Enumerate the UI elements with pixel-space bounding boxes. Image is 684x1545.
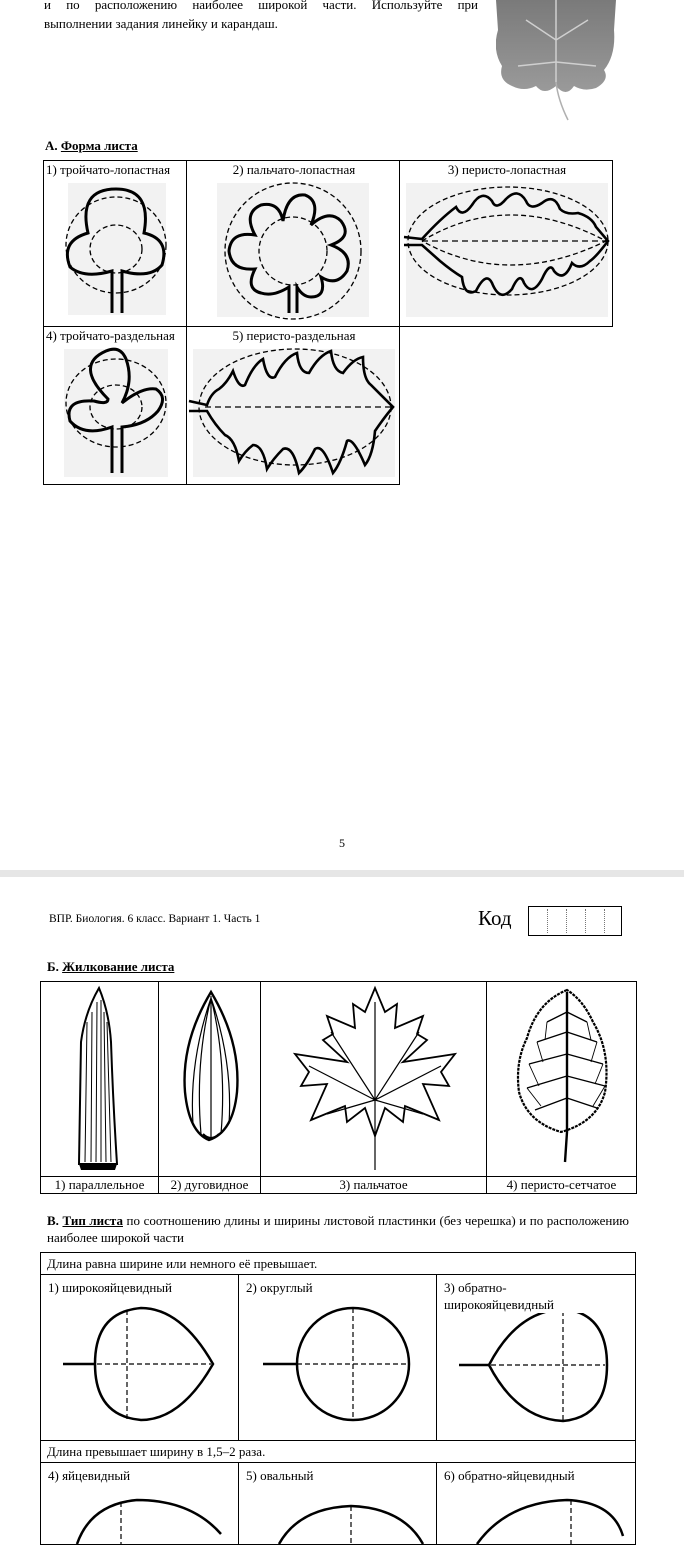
pinnate-parted-leaf-icon [187, 345, 399, 483]
leaf-type-cell [437, 1463, 636, 1545]
kod-cell-divider [566, 909, 567, 933]
round-leaf-icon [239, 1296, 436, 1428]
section-b-heading: Жилкование листа [62, 959, 175, 974]
venation-label: 1) параллельное [41, 1177, 159, 1194]
shape-cell [187, 327, 400, 485]
venation-image-cell [261, 982, 487, 1177]
page-header: ВПР. Биология. 6 класс. Вариант 1. Часть 1 [49, 913, 261, 925]
venation-image-cell [41, 982, 159, 1177]
shape-cell [400, 161, 613, 327]
shape-cell [44, 327, 187, 485]
leaf-type-table [40, 1252, 636, 1545]
leaf-type-label: 3) обратно- широкояйцевидный [444, 1280, 554, 1312]
palmate-lobed-leaf-icon [187, 179, 399, 325]
section-a-title [45, 138, 138, 154]
shape-label: 4) тройчато-раздельная [46, 328, 175, 343]
broad-ovate-leaf-icon [41, 1296, 238, 1428]
intro-text [44, 0, 478, 33]
broad-obovate-leaf-icon [437, 1313, 635, 1429]
trilobate-leaf-icon [44, 179, 186, 325]
shape-label: 2) пальчато-лопастная [232, 162, 356, 177]
pinnate-lobed-leaf-icon [400, 179, 612, 325]
section-v-heading: Тип листа [62, 1213, 123, 1228]
ratio-text-1: Длина равна ширине или немного её превышает. [47, 1256, 318, 1271]
ratio-text-2: Длина превышает ширину в 1,5–2 раза. [47, 1444, 266, 1459]
leaf-shape-table [43, 160, 613, 485]
kod-cell-divider [604, 909, 605, 933]
kod-cell-divider [585, 909, 586, 933]
leaf-type-cell [41, 1275, 239, 1441]
page-divider [0, 870, 684, 877]
oval-leaf-icon [239, 1484, 436, 1544]
shape-cell [44, 161, 187, 327]
triparted-leaf-icon [44, 345, 186, 483]
section-v-title [47, 1212, 629, 1246]
leaf-type-label: 6) обратно-яйцевидный [444, 1468, 575, 1483]
venation-label: 4) перисто-сетчатое [487, 1177, 637, 1194]
section-a-letter: А. [45, 138, 58, 153]
intro-line-1: и по расположению наиболее широкой части. Используйте при [44, 0, 478, 12]
venation-label: 2) дуговидное [159, 1177, 261, 1194]
palmate-venation-icon [261, 982, 486, 1176]
page-number: 5 [339, 836, 345, 850]
fig-leaf-photo [496, 0, 616, 122]
section-v-letter: В. [47, 1213, 59, 1228]
leaf-type-cell [239, 1275, 437, 1441]
shape-cell [187, 161, 400, 327]
kod-label: Код [478, 906, 512, 930]
shape-label: 3) перисто-лопастная [447, 162, 567, 177]
venation-table [40, 981, 637, 1194]
leaf-type-cell [239, 1463, 437, 1545]
section-a-heading: Форма листа [60, 138, 138, 153]
leaf-type-label: 1) широкояйцевидный [48, 1280, 172, 1295]
section-v-description: по соотношению длины и ширины листовой пластинки (без черешка) и по расположению наиболее широкой части [47, 1213, 629, 1245]
leaf-type-cell [437, 1275, 636, 1441]
ratio-row-1 [41, 1253, 636, 1275]
venation-image-cell [159, 982, 261, 1177]
parallel-venation-icon [41, 982, 158, 1176]
venation-label: 3) пальчатое [261, 1177, 487, 1194]
intro-line-2: выполнении задания линейку и карандаш. [44, 16, 278, 31]
leaf-type-cell [41, 1463, 239, 1545]
leaf-type-label: 4) яйцевидный [48, 1468, 131, 1483]
venation-image-cell [487, 982, 637, 1177]
shape-label: 5) перисто-раздельная [232, 328, 356, 343]
pinnate-netted-venation-icon [487, 982, 636, 1176]
leaf-type-label: 2) округлый [246, 1280, 313, 1295]
section-b-letter: Б. [47, 959, 59, 974]
shape-label: 1) тройчато-лопастная [46, 162, 171, 177]
section-b-title [47, 959, 174, 975]
obovate-leaf-icon [437, 1484, 635, 1544]
leaf-type-label: 5) овальный [246, 1468, 314, 1483]
ovate-leaf-icon [41, 1484, 238, 1544]
arcuate-venation-icon [159, 982, 260, 1176]
ratio-row-2 [41, 1441, 636, 1463]
kod-input[interactable] [528, 906, 622, 936]
kod-cell-divider [547, 909, 548, 933]
